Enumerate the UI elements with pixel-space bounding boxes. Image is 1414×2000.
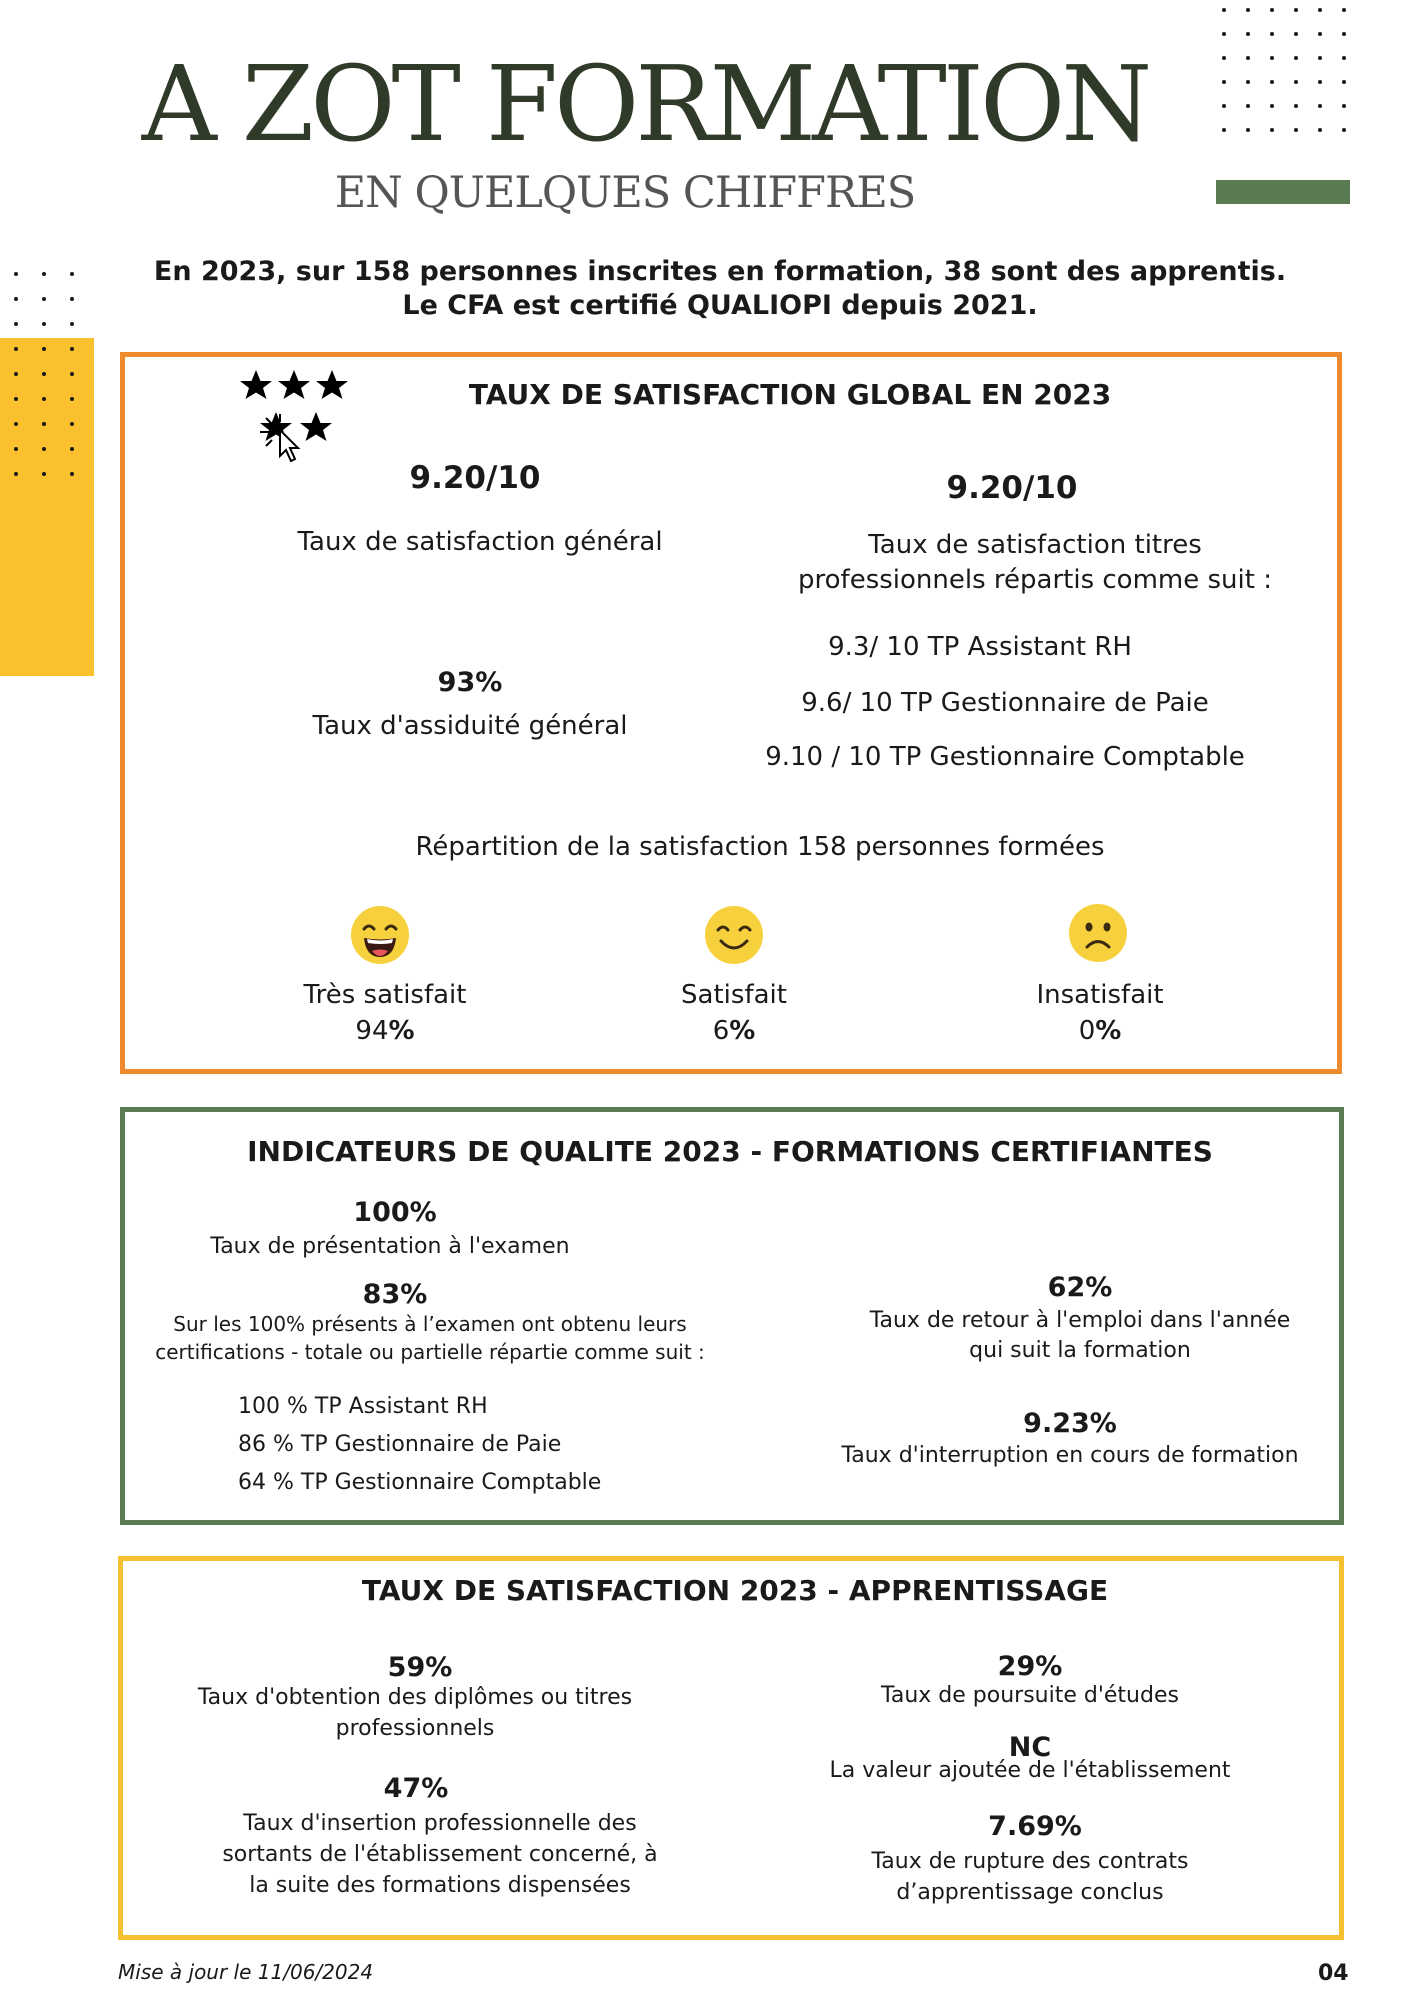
diplomas-rate-value: 59% (387, 1652, 453, 1683)
distribution-value (955, 1016, 1245, 1046)
rupture-rate-label (800, 1846, 1260, 1908)
studies-rate-label: Taux de poursuite d'études (881, 1683, 1179, 1708)
titles-label-line-1: Taux de satisfaction titres (868, 530, 1202, 560)
interruption-rate-label: Taux d'interruption en cours de formation (841, 1443, 1299, 1468)
tp-success-item: 64 % TP Gestionnaire Comptable (238, 1470, 602, 1495)
quality-heading: INDICATEURS DE QUALITE 2023 - FORMATIONS CERTIFIANTES (247, 1135, 1213, 1168)
page-title: A ZOT FORMATION (141, 43, 1149, 165)
assiduity-value: 93% (437, 667, 503, 698)
success-label-line-1: Sur les 100% présents à l’examen ont obtenu leurs (173, 1312, 687, 1336)
exam-rate-value: 100% (353, 1197, 437, 1228)
apprentissage-heading: TAUX DE SATISFACTION 2023 - APPRENTISSAGE (361, 1574, 1109, 1607)
page-number: 04 (1318, 1961, 1349, 1986)
distribution-number: 0 (1078, 1016, 1096, 1046)
insertion-label-line-2: sortants de l'établissement concerné, à (222, 1842, 658, 1867)
intro-line-1: En 2023, sur 158 personnes inscrites en formation, 38 sont des apprentis. (153, 256, 1287, 287)
rupture-rate-value: 7.69% (988, 1811, 1082, 1842)
tp-satisfaction-item: 9.10 / 10 TP Gestionnaire Comptable (765, 742, 1245, 772)
employment-rate-label (820, 1306, 1340, 1366)
grinning-face-icon (350, 905, 410, 965)
distribution-title: Répartition de la satisfaction 158 personnes formées (415, 832, 1105, 862)
tp-satisfaction-item: 9.6/ 10 TP Gestionnaire de Paie (801, 688, 1209, 718)
assiduity-label: Taux d'assiduité général (312, 711, 628, 741)
employment-rate-value: 62% (1047, 1272, 1113, 1303)
interruption-rate-value: 9.23% (1023, 1408, 1117, 1439)
titles-satisfaction-label (755, 528, 1315, 598)
distribution-label: Satisfait (681, 980, 787, 1010)
insertion-label-line-3: la suite des formations dispensées (249, 1873, 631, 1898)
update-date: Mise à jour le 11/06/2024 (118, 1960, 374, 1984)
diplomas-label-line-1: Taux d'obtention des diplômes ou titres (197, 1685, 633, 1710)
percent-sign: % (1095, 1016, 1122, 1046)
studies-rate-value: 29% (997, 1651, 1063, 1682)
distribution-number: 94 (355, 1016, 389, 1046)
percent-sign: % (729, 1016, 756, 1046)
distribution-value (240, 1016, 530, 1046)
general-satisfaction-label: Taux de satisfaction général (297, 527, 663, 557)
added-value-value: NC (1008, 1732, 1052, 1763)
rupture-label-line-1: Taux de rupture des contrats (871, 1849, 1189, 1874)
percent-sign: % (388, 1016, 415, 1046)
exam-rate-label: Taux de présentation à l'examen (210, 1234, 570, 1259)
frowning-face-icon (1068, 903, 1128, 963)
tp-success-item: 100 % TP Assistant RH (238, 1394, 488, 1419)
distribution-value (589, 1016, 879, 1046)
success-rate-label (130, 1310, 730, 1366)
stars-cursor-icon (236, 368, 356, 464)
tp-satisfaction-item: 9.3/ 10 TP Assistant RH (828, 632, 1132, 662)
employment-label-line-1: Taux de retour à l'emploi dans l'année (869, 1308, 1291, 1333)
diplomas-rate-label (150, 1682, 680, 1744)
success-rate-value: 83% (362, 1279, 428, 1310)
smiling-face-icon (704, 905, 764, 965)
employment-label-line-2: qui suit la formation (969, 1338, 1191, 1363)
tp-success-item: 86 % TP Gestionnaire de Paie (238, 1432, 562, 1457)
distribution-label: Très satisfait (303, 980, 467, 1010)
page-subtitle: EN QUELQUES CHIFFRES (334, 168, 916, 218)
intro-text (0, 255, 1414, 323)
satisfaction-heading: TAUX DE SATISFACTION GLOBAL EN 2023 (468, 378, 1112, 411)
insertion-rate-value: 47% (383, 1773, 449, 1804)
added-value-label: La valeur ajoutée de l'établissement (829, 1758, 1231, 1783)
intro-line-2: Le CFA est certifié QUALIOPI depuis 2021. (402, 290, 1038, 321)
general-satisfaction-value: 9.20/10 (409, 460, 541, 496)
titles-label-line-2: professionnels répartis comme suit : (798, 565, 1272, 595)
titles-satisfaction-value: 9.20/10 (946, 470, 1078, 506)
rupture-label-line-2: d’apprentissage conclus (896, 1880, 1164, 1905)
insertion-rate-label (170, 1808, 710, 1901)
diplomas-label-line-2: professionnels (335, 1716, 495, 1741)
insertion-label-line-1: Taux d'insertion professionnelle des (243, 1811, 637, 1836)
distribution-label: Insatisfait (1036, 980, 1164, 1010)
success-label-line-2: certifications - totale ou partielle répartie comme suit : (155, 1340, 705, 1364)
distribution-number: 6 (712, 1016, 730, 1046)
